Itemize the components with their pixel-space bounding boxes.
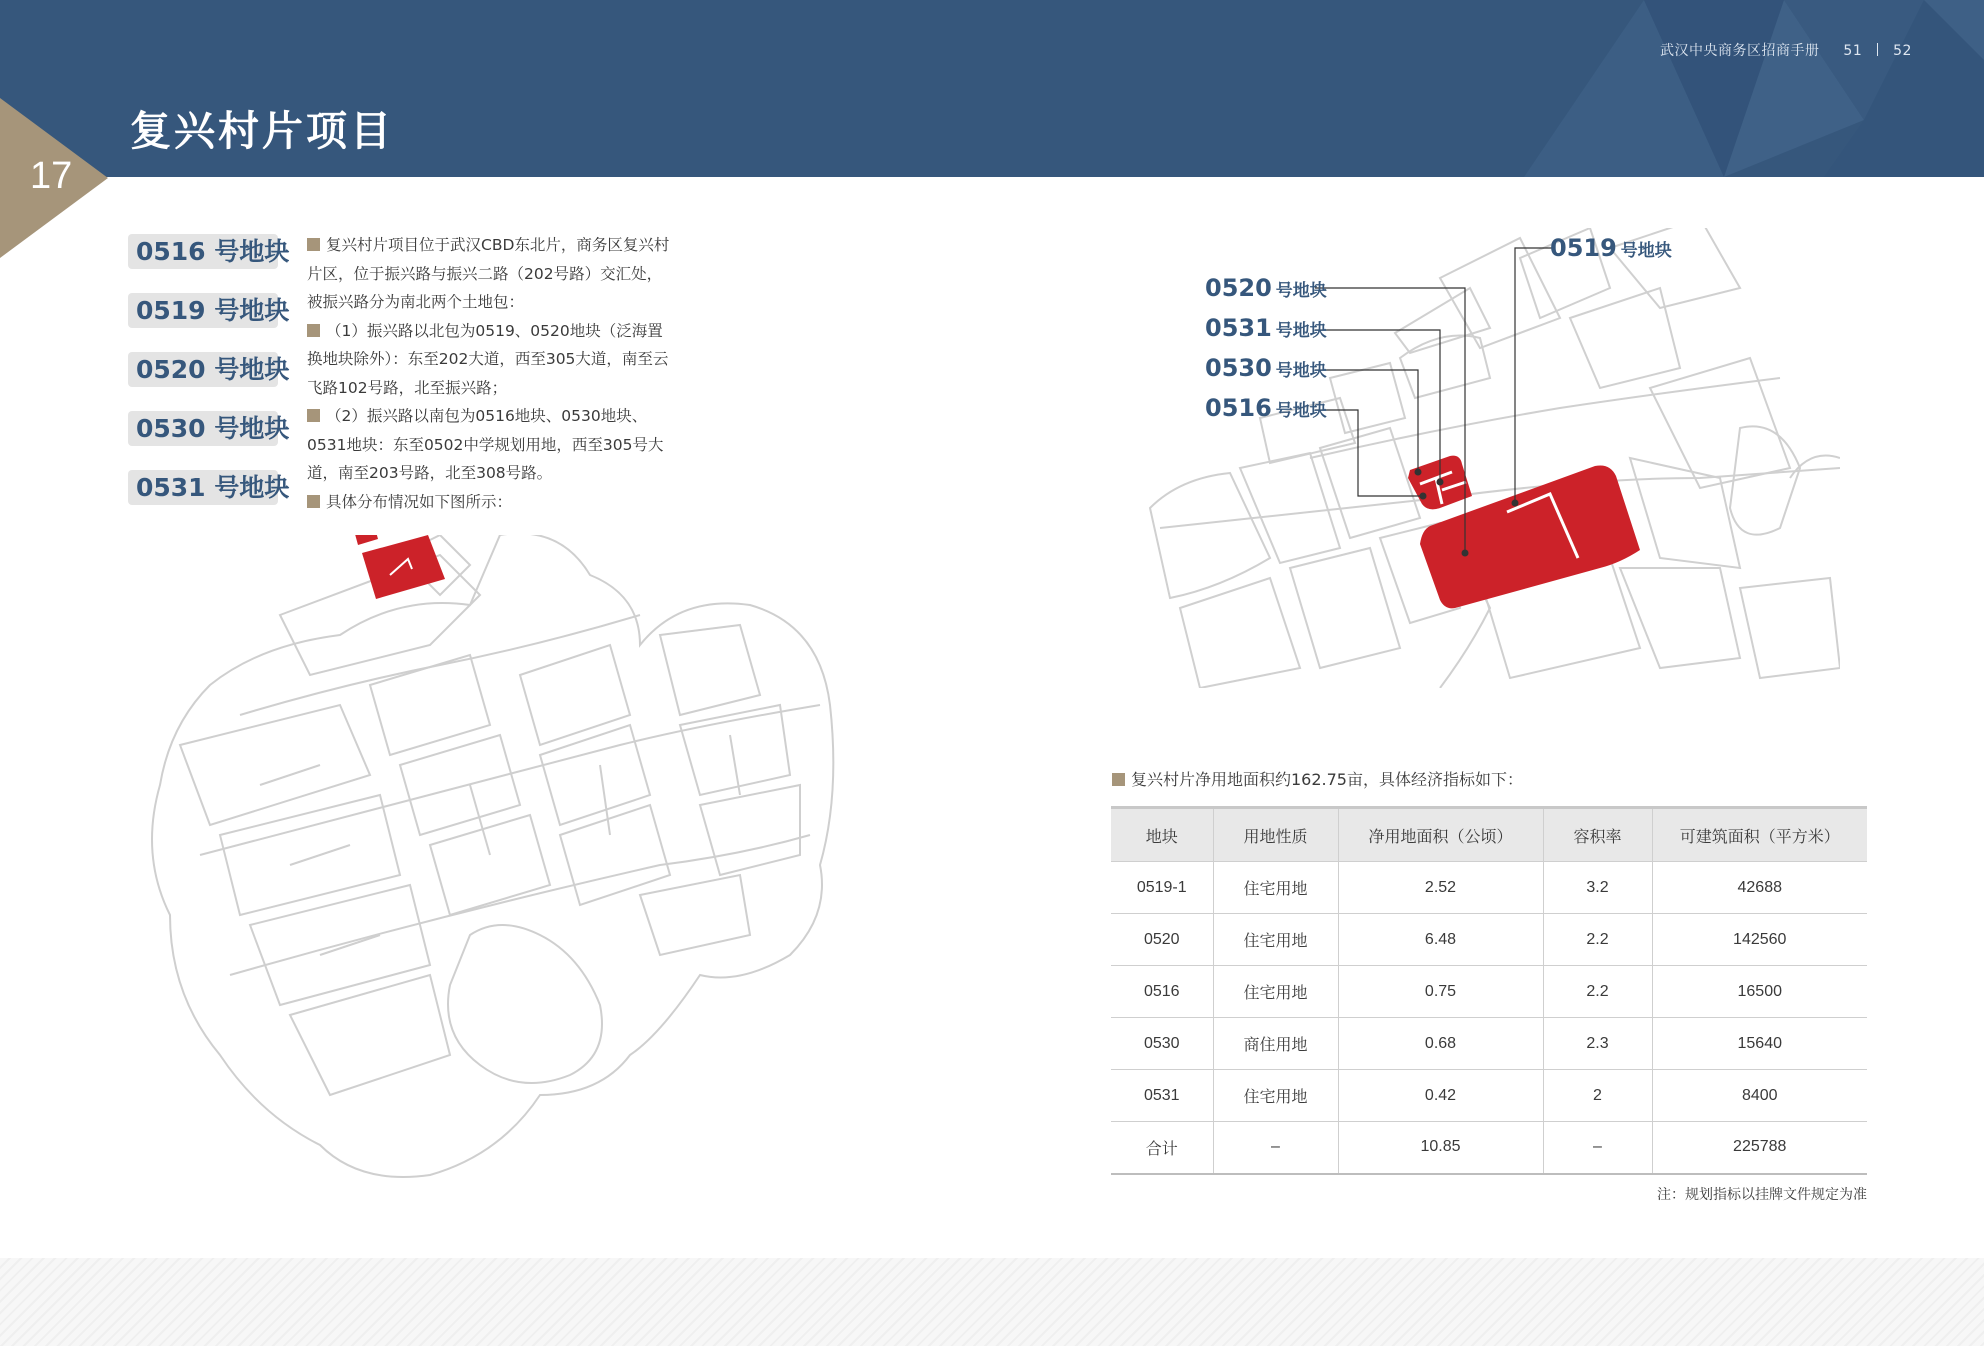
table-cell: 住宅用地 (1213, 862, 1338, 914)
bullet-square (307, 495, 320, 508)
leader-0519 (1515, 248, 1552, 503)
plot-tag: 0516 号地块 (128, 234, 278, 269)
table-cell: 2 (1543, 1070, 1652, 1122)
table-cell: 2.52 (1338, 862, 1543, 914)
description-paragraph: （2）振兴路以南包为0516地块、0530地块、0531地块：东至0502中学规划用地，西至305号大道，南至203号路，北至308号路。 (307, 407, 664, 482)
description-paragraph: 具体分布情况如下图所示： (307, 488, 677, 517)
table-header-row (1111, 808, 1867, 862)
plot-0516-overview (352, 535, 378, 545)
chapter-number: 17 (30, 155, 73, 197)
table-cell: – (1213, 1122, 1338, 1174)
bullet-square (1112, 773, 1125, 786)
table-cell: 0530 (1111, 1018, 1213, 1070)
footer-pattern (0, 1258, 1984, 1346)
column-header: 地块 (1111, 808, 1213, 862)
callout-0519: 0519 号地块 (1550, 234, 1672, 262)
plot-tag: 0520 号地块 (128, 352, 278, 387)
table-row (1111, 862, 1867, 914)
district-outline (152, 535, 833, 1177)
table-cell: 8400 (1652, 1070, 1867, 1122)
callout-0520: 0520 号地块 (1205, 274, 1327, 302)
table-footnote: 注：规划指标以挂牌文件规定为准 (1657, 1187, 1867, 1203)
callout-0531: 0531 号地块 (1205, 314, 1327, 342)
project-description (307, 231, 677, 516)
table-cell: – (1543, 1122, 1652, 1174)
leader-0531 (1315, 330, 1440, 482)
page-number-left: 51 (1843, 43, 1863, 59)
bullet-square (307, 409, 320, 422)
table-cell: 2.2 (1543, 966, 1652, 1018)
plot-tag: 0531 号地块 (128, 470, 278, 505)
description-paragraph: （1）振兴路以北包为0519、0520地块（泛海置换地块除外）：东至202大道，西至305大道，南至云飞路102号路，北至振兴路； (307, 321, 669, 397)
callout-0516: 0516 号地块 (1205, 394, 1327, 422)
economic-indicators-table (1111, 806, 1867, 1175)
column-header: 用地性质 (1213, 808, 1338, 862)
table-cell: 3.2 (1543, 862, 1652, 914)
page-number-right: 52 (1893, 43, 1912, 59)
leader-0520 (1315, 288, 1465, 553)
plot-tag: 0530 号地块 (128, 411, 278, 446)
table-cell: 42688 (1652, 862, 1867, 914)
plot-tag-list (128, 234, 290, 529)
column-header: 可建筑面积（平方米） (1652, 808, 1867, 862)
table-intro: 复兴村片净用地面积约162.75亩，具体经济指标如下： (1112, 767, 1523, 790)
bullet-square (307, 238, 320, 251)
table-row (1111, 1018, 1867, 1070)
table-cell: 0.42 (1338, 1070, 1543, 1122)
table-total-row (1111, 1122, 1867, 1174)
table-cell: 10.85 (1338, 1122, 1543, 1174)
table-cell: 住宅用地 (1213, 1070, 1338, 1122)
table-cell: 225788 (1652, 1122, 1867, 1174)
table-row (1111, 914, 1867, 966)
column-header: 净用地面积（公顷） (1338, 808, 1543, 862)
table-cell: 合计 (1111, 1122, 1213, 1174)
page-divider (1877, 43, 1878, 56)
column-header: 容积率 (1543, 808, 1652, 862)
table-cell: 0531 (1111, 1070, 1213, 1122)
table-cell: 6.48 (1338, 914, 1543, 966)
table-cell: 15640 (1652, 1018, 1867, 1070)
leader-0530 (1315, 370, 1418, 472)
table-cell: 住宅用地 (1213, 914, 1338, 966)
table-row (1111, 966, 1867, 1018)
table-cell: 0.68 (1338, 1018, 1543, 1070)
table-cell: 142560 (1652, 914, 1867, 966)
table-cell: 2.2 (1543, 914, 1652, 966)
plot-0519-0520-overview (362, 535, 445, 599)
description-paragraph: 复兴村片项目位于武汉CBD东北片，商务区复兴村片区，位于振兴路与振兴二路（202号路）交汇处，被振兴路分为南北两个土地包： (307, 236, 670, 311)
page-title: 复兴村片项目 (130, 107, 394, 155)
table-cell: 0.75 (1338, 966, 1543, 1018)
callout-0530: 0530 号地块 (1205, 354, 1327, 382)
header-decoration (1524, 0, 1984, 177)
plot-tag: 0519 号地块 (128, 293, 278, 328)
table-cell: 商住用地 (1213, 1018, 1338, 1070)
district-overview-map (140, 535, 860, 1195)
table-cell: 0519-1 (1111, 862, 1213, 914)
table-cell: 16500 (1652, 966, 1867, 1018)
table-cell: 住宅用地 (1213, 966, 1338, 1018)
bullet-square (307, 324, 320, 337)
table-cell: 2.3 (1543, 1018, 1652, 1070)
table-row (1111, 1070, 1867, 1122)
table-cell: 0520 (1111, 914, 1213, 966)
table-cell: 0516 (1111, 966, 1213, 1018)
header-band (0, 0, 1984, 177)
header-meta (1660, 40, 1912, 60)
brand-text: 武汉中央商务区招商手册 (1660, 43, 1820, 59)
